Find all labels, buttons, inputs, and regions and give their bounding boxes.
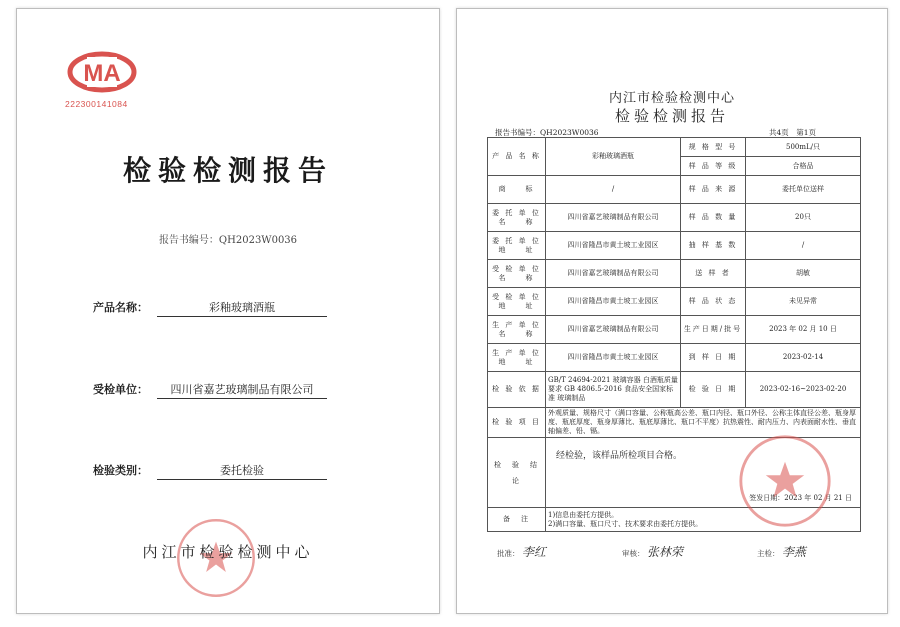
table-cell-value: 20只 bbox=[746, 204, 861, 232]
inspected-unit-value: 四川省嘉艺玻璃制品有限公司 bbox=[157, 381, 327, 399]
approve-sign: 李红 bbox=[521, 545, 546, 559]
table-cell-label: 送 样 者 bbox=[681, 260, 746, 288]
review-label: 审核： bbox=[622, 549, 645, 558]
detail-organization: 内江市检验检测中心 bbox=[608, 91, 735, 106]
table-cell-value: 四川省隆昌市黄土坡工业园区 bbox=[546, 288, 681, 316]
table-cell-label: 生 产 单 位 地 址 bbox=[488, 344, 546, 372]
inspected-unit-label: 受检单位： bbox=[93, 383, 148, 396]
table-cell-label: 检 验 结 论 bbox=[488, 438, 546, 508]
detail-title: 检验检测报告 bbox=[614, 107, 729, 125]
table-cell-value: 胡敏 bbox=[746, 260, 861, 288]
remark-line: 2)满口容量、瓶口尺寸、技术要求由委托方提供。 bbox=[548, 519, 703, 528]
remark-line: 1)信息由委托方提供。 bbox=[548, 510, 619, 519]
table-cell-label: 受 检 单 位 名 称 bbox=[488, 260, 546, 288]
table-cell-value: 2023-02-16~2023-02-20 bbox=[746, 372, 861, 408]
table-cell-label: 委 托 单 位 名 称 bbox=[488, 204, 546, 232]
table-cell-value: 委托单位送样 bbox=[746, 176, 861, 204]
table-cell-label: 样 品 来 源 bbox=[681, 176, 746, 204]
table-cell-label: 规 格 型 号 bbox=[681, 138, 746, 157]
table-cell-value: / bbox=[546, 176, 681, 204]
test-label: 主检： bbox=[757, 549, 780, 558]
approve-signature bbox=[497, 543, 546, 560]
table-cell-value: 合格品 bbox=[746, 157, 861, 176]
approve-label: 批准： bbox=[497, 549, 520, 558]
review-sign: 张林荣 bbox=[646, 545, 683, 559]
issuing-organization: 内江市检验检测中心 bbox=[142, 543, 314, 561]
report-detail-page bbox=[456, 8, 888, 614]
sign-date: 签发日期：2023 年 02 月 21 日 bbox=[749, 494, 852, 502]
table-cell-label: 检 验 日 期 bbox=[681, 372, 746, 408]
table-cell-label: 检 验 依 据 bbox=[488, 372, 546, 408]
inspection-type-value: 委托检验 bbox=[157, 462, 327, 480]
cover-report-number: 报告书编号：QH2023W0036 bbox=[158, 235, 298, 246]
product-name-label: 产品名称： bbox=[93, 301, 148, 314]
table-cell-value: 四川省隆昌市黄土坡工业园区 bbox=[546, 344, 681, 372]
table-cell-value: 2023-02-14 bbox=[746, 344, 861, 372]
table-cell-value: 未见异常 bbox=[746, 288, 861, 316]
table-cell-label: 到 样 日 期 bbox=[681, 344, 746, 372]
table-cell-label: 样 品 数 量 bbox=[681, 204, 746, 232]
table-cell-value: 2023 年 02 月 10 日 bbox=[746, 316, 861, 344]
table-cell-label: 受 检 单 位 地 址 bbox=[488, 288, 546, 316]
table-cell-label: 样 品 状 态 bbox=[681, 288, 746, 316]
table-cell-value: 500mL/只 bbox=[746, 138, 861, 157]
table-cell-value: 四川省隆昌市黄土坡工业园区 bbox=[546, 232, 681, 260]
table-cell-value: 彩釉玻璃酒瓶 bbox=[546, 138, 681, 176]
table-cell-value: 四川省嘉艺玻璃制品有限公司 bbox=[546, 316, 681, 344]
detail-page-info: 共4页 第1页 bbox=[769, 128, 817, 137]
table-cell-label: 委 托 单 位 地 址 bbox=[488, 232, 546, 260]
product-name-value: 彩釉玻璃酒瓶 bbox=[157, 299, 327, 317]
svg-text:MA: MA bbox=[83, 60, 121, 87]
table-cell-value: 外观质量、规格尺寸（满口容量、公称瓶高公差、瓶口内径、瓶口外径、公称主体直径公差、瓶身厚度、瓶底厚度、瓶身厚薄比、瓶底厚薄比、瓶口不平度）抗热震性、耐内压力、内表面耐水性、垂直轴偏差、铅、镉。 bbox=[546, 408, 861, 438]
table-cell-label: 抽 样 基 数 bbox=[681, 232, 746, 260]
report-cover-page bbox=[16, 8, 440, 614]
official-seal-icon bbox=[737, 433, 833, 529]
inspection-type-label: 检验类别： bbox=[93, 464, 148, 477]
cma-logo-icon bbox=[67, 49, 137, 95]
table-cell-label: 样 品 等 级 bbox=[681, 157, 746, 176]
table-cell-label: 产 品 名 称 bbox=[488, 138, 546, 176]
table-cell-label: 生 产 单 位 名 称 bbox=[488, 316, 546, 344]
table-cell-label: 商 标 bbox=[488, 176, 546, 204]
table-cell-value: 四川省嘉艺玻璃制品有限公司 bbox=[546, 260, 681, 288]
review-signature bbox=[622, 543, 683, 560]
cover-title: 检验检测报告 bbox=[122, 154, 333, 187]
cma-certificate-number: 222300141084 bbox=[65, 99, 128, 109]
test-signature bbox=[757, 543, 806, 560]
table-cell-value: GB/T 24694-2021 玻璃容器 白酒瓶质量要求 GB 4806.5-2016 食品安全国家标准 玻璃制品 bbox=[546, 372, 681, 408]
table-cell-value: 四川省嘉艺玻璃制品有限公司 bbox=[546, 204, 681, 232]
table-cell-label: 备 注 bbox=[488, 508, 546, 532]
table-cell-value: / bbox=[746, 232, 861, 260]
table-cell-label: 检 验 项 目 bbox=[488, 408, 546, 438]
detail-report-number: 报告书编号：QH2023W0036 bbox=[495, 128, 599, 137]
test-sign: 李燕 bbox=[781, 545, 806, 559]
table-cell-label: 生产日期/批号 bbox=[681, 316, 746, 344]
conclusion-text: 经检验，该样品所检项目合格。 bbox=[556, 451, 683, 461]
